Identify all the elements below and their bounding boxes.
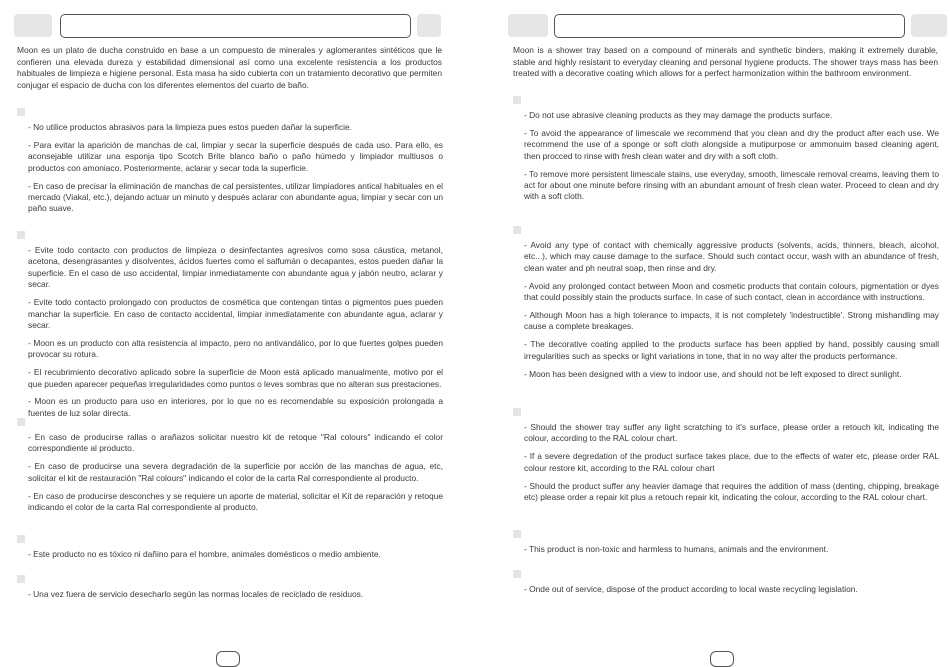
list-item: - Para evitar la aparición de manchas de cal, limpiar y secar la superficie después de cada uso. Para ello, es aconsejable utilizar una esponja tipo Scotch Brite blanco baño o paño húmedo y limpiador multiusos o productos con amoniaco. Posteriormente, aclarar y secar toda la superficie. <box>28 139 443 173</box>
list-item: - Should the product suffer any heavier damage that requires the addition of mass (denting, chipping, breakage etc) please order a repair kit plus a retouch repair kit, indicating the colour, according to the RAL colour chart. <box>524 480 939 503</box>
header-tab-left <box>508 14 548 37</box>
list-item: - Evite todo contacto con productos de limpieza o desinfectantes agresivos como sosa cáustica, metanol, acetona, desengrasantes y disolventes, ácidos fuertes como el salfumán o decapantes, estos pueden dañar la superficie. En el caso de uso accidental, limpiar inmediatamente con abundante agua y jabón neutro, aclarar y secar. <box>28 245 443 290</box>
section-marker-icon <box>513 408 521 416</box>
list-item: - En caso de precisar la eliminación de manchas de cal persistentes, utilizar limpiadores antical habituales en el mercado (Viakal, etc.), dejando actuar un minuto y después aclarar con abundante agua, limpiar y secar con un paño suave. <box>28 180 443 214</box>
list-item: - Moon es un producto con alta resistencia al impacto, pero no antivandálico, por lo que fuertes golpes pueden provocar su rotura. <box>28 337 443 360</box>
list-item: - If a severe degredation of the product surface takes place, due to the effects of water etc, please order RAL colour restore kit, according to the RAL colour chart <box>524 451 939 473</box>
list-item: - Onde out of service, dispose of the product according to local waste recycling legislation. <box>524 584 858 594</box>
list-item: - En caso de producirse una severa degradación de la superficie por acción de las manchas de agua, etc, solicitar el kit de restauración "Ral colours" indicando el color de la carta Ral correspondiente al producto. <box>28 461 443 483</box>
list-item: - Moon es un producto para uso en interiores, por lo que no es recomendable su exposición prolongada a fuentes de luz solar directa. <box>28 396 443 418</box>
right-page <box>495 0 950 659</box>
section-marker-icon <box>513 530 521 538</box>
section-marker-icon <box>17 535 25 543</box>
intro-paragraph: Moon is a shower tray based on a compound of minerals and synthetic binders, making it extremely durable, stable and highly resistant to everyday cleaning and personal hygiene products. The shower trays mass has been treated with a decorative coating which allows for a perfect harmonization within the bathroom environment. <box>513 45 938 79</box>
list-item: - En caso de producirse rallas o arañazos solicitar nuestro kit de retoque "Ral colours" indicando el color correspondiente al producto. <box>28 432 443 454</box>
list-item: - Avoid any type of contact with chemically aggressive products (solvents, acids, thinners, bleach, alcohol, etc...), which may cause damage to the surface. Should such contact occur, wash with an abundance of fresh, clean water and ph neutral soap, then rinse and dry. <box>524 240 939 273</box>
list-item: - Should the shower tray suffer any light scratching to it's surface, please order a retouch kit, indicating the colour, according to the RAL colour chart. <box>524 422 939 444</box>
list-item: - Avoid any prolonged contact between Moon and cosmetic products that contain colours, pigmentation or dyes that could possibly stain the products surface. In case of such contact, clean in accordance with instructions. <box>524 280 939 303</box>
list-item: - Este producto no es tóxico ni dañino para el hombre, animales domésticos o medio ambiente. <box>28 549 381 559</box>
section-cleaning <box>17 108 443 221</box>
list-item: - To remove more persistent limescale stains, use everyday, smooth, limescale removal creams, leaving them to act for about one minute before rinsing with an abundant amount of fresh clean water. Proceed to clean and dry with a soft cloth. <box>524 168 939 202</box>
section-disposal <box>17 575 443 607</box>
list-item: - The decorative coating applied to the products surface has been applied by hand, possibly causing small irregularities such as specks or light variations in tone, that in no way alter the products performance. <box>524 339 939 361</box>
header-tab-left <box>14 14 52 37</box>
intro-paragraph: Moon es un plato de ducha construido en base a un compuesto de minerales y aglomerantes sintéticos que le confieren una elevada dureza y estabilidad dimensional así como una excelente resistencia a los productos habituales de limpieza e higiene personal. Esta masa ha sido cubierta con un tratamiento decorativo que permiten conjugar el espacio de ducha con los diferentes elementos del cuarto de baño. <box>17 45 442 91</box>
section-repair <box>513 408 939 510</box>
section-marker-icon <box>17 108 25 116</box>
header-tab-right <box>417 14 441 37</box>
section-marker-icon <box>513 570 521 578</box>
list-item: - No utilice productos abrasivos para la limpieza pues estos pueden dañar la superficie. <box>28 122 353 132</box>
section-marker-icon <box>513 96 521 104</box>
section-marker-icon <box>17 575 25 583</box>
header-title-box <box>60 14 411 38</box>
section-safety <box>17 535 443 567</box>
section-precautions <box>513 226 939 387</box>
list-item: - El recubrimiento decorativo aplicado sobre la superficie de Moon está aplicado manualmente, motivo por el que pueden aparecer pequeñas irregularidades como puntos o leves sombras que no alteran sus prestaciones. <box>28 367 443 389</box>
section-cleaning <box>513 96 939 209</box>
list-item: - En caso de producirse desconches y se requiere un aporte de material, solicitar el Kit de reparación y retoque indicando el color de la carta Ral correspondiente al producto. <box>28 490 443 513</box>
section-disposal <box>513 570 939 602</box>
header-title-box <box>554 14 905 38</box>
list-item: - This product is non-toxic and harmless to humans, animals and the environment. <box>524 544 829 554</box>
list-item: - Moon has been designed with a view to indoor use, and should not be left exposed to direct sunlight. <box>524 368 902 379</box>
section-precautions <box>17 231 443 426</box>
header-tab-right <box>911 14 947 37</box>
section-repair <box>17 418 443 520</box>
section-marker-icon <box>17 231 25 239</box>
list-item: - Una vez fuera de servicio desecharlo según las normas locales de reciclado de residuos. <box>28 589 364 599</box>
page-number-box <box>710 651 734 667</box>
page-number-box <box>216 651 240 667</box>
list-item: - Do not use abrasive cleaning products as they may damage the products surface. <box>524 110 833 120</box>
section-marker-icon <box>17 418 25 426</box>
list-item: - To avoid the appearance of limescale we recommend that you clean and dry the product after each use. We recommend the use of a sponge or soft cloth alongside a mutipurpose or ammonuim based cleaning agent, then procced to rinse with fresh clean water and dry with a soft cloth. <box>524 127 939 161</box>
section-marker-icon <box>513 226 521 234</box>
left-page <box>0 0 470 659</box>
section-safety <box>513 530 939 562</box>
list-item: - Evite todo contacto prolongado con productos de cosmética que contengan tintas o pigmentos pues pueden manchar la superficie. En caso de contacto accidental, limpiar inmediatamente con abundante agua, aclarar y secar. <box>28 297 443 330</box>
list-item: - Although Moon has a high tolerance to impacts, it is not completely 'indestructible'. Strong mishandling may cause a complete breakages. <box>524 310 939 332</box>
